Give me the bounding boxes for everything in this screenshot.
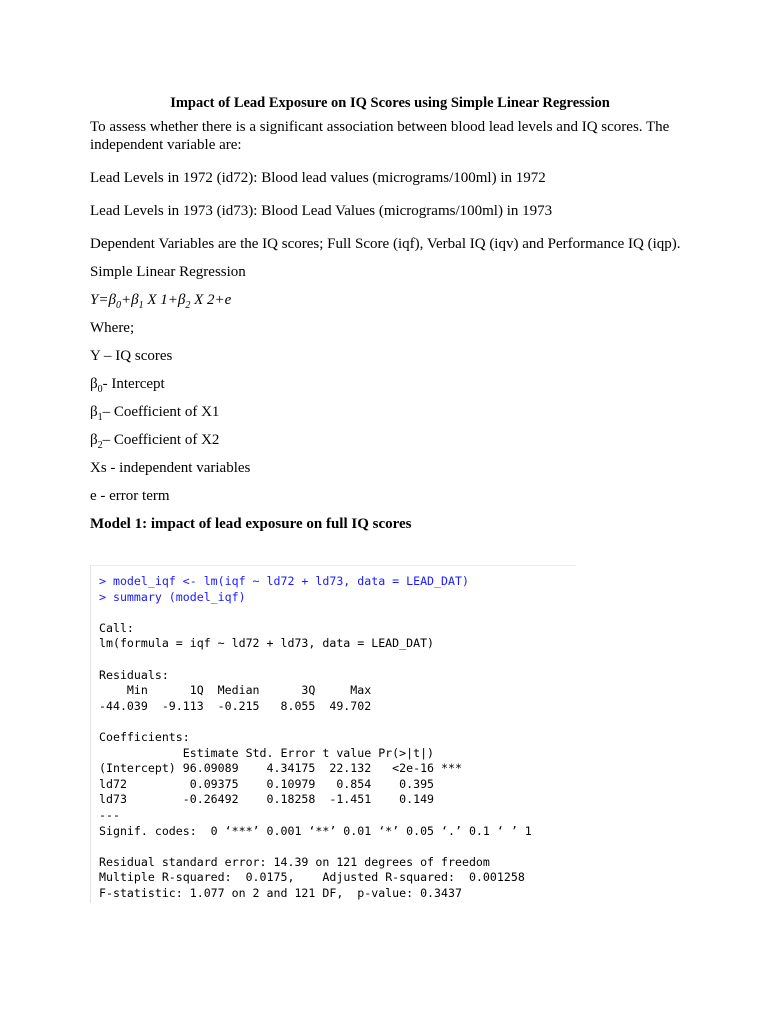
console-spacer (99, 714, 576, 730)
document-body (90, 94, 690, 533)
intro-paragraph: To assess whether there is a significant association between blood lead levels and IQ scores. The independent variable are: (90, 119, 670, 153)
formula-x2: X 2 (194, 292, 215, 308)
beta2-symbol: β (90, 432, 98, 448)
console-command-1: > model_iqf <- lm(iqf ~ ld72 + ld73, data = LEAD_DAT) (99, 574, 469, 588)
variable-2-text: Lead Levels in 1973 (id73): Blood Lead Values (micrograms/100ml) in 1973 (90, 203, 553, 219)
beta1-subscript: 1 (97, 412, 103, 423)
console-residuals-label: Residuals: (99, 667, 169, 682)
variable-1-text: Lead Levels in 1972 (id72): Blood lead values (micrograms/100ml) in 1972 (90, 170, 546, 186)
formula-sub0: 0 (115, 300, 121, 311)
console-call-label: Call: (99, 620, 134, 635)
formula-plus2: + (167, 292, 178, 308)
beta1-text: – Coefficient of X1 (102, 404, 220, 420)
console-coef-header: Estimate Std. Error t value Pr(>|t|) (99, 745, 462, 760)
formula-equals: = (98, 292, 109, 308)
beta2-text: – Coefficient of X2 (102, 432, 220, 448)
def-beta1 (90, 403, 690, 421)
formula-beta1: β (131, 292, 139, 308)
def-y: Y – IQ scores (90, 348, 173, 364)
console-coef-label: Coefficients: (99, 729, 190, 744)
console-signif-codes: Signif. codes: 0 ‘***’ 0.001 ‘**’ 0.01 ‘*’ 0.05 ‘.’ 0.1 ‘ ’ 1 (99, 823, 532, 838)
model-heading: Model 1: impact of lead exposure on full IQ scores (90, 516, 412, 532)
console-coef-row: (Intercept) 96.09089 4.34175 22.132 <2e-16 *** (99, 761, 462, 776)
console-coef-row: ld72 0.09375 0.10979 0.854 0.395 (99, 776, 462, 791)
page-title: Impact of Lead Exposure on IQ Scores using Simple Linear Regression (170, 95, 610, 111)
beta0-subscript: 0 (97, 384, 103, 395)
console-residuals-header: Min 1Q Median 3Q Max (99, 683, 379, 698)
def-beta0 (90, 375, 690, 393)
r-console-output (90, 565, 576, 903)
regression-formula (90, 291, 690, 309)
beta0-symbol: β (90, 376, 98, 392)
console-residuals-values: -44.039 -9.113 -0.215 8.055 49.702 (99, 698, 379, 713)
console-spacer (99, 652, 576, 668)
console-spacer (99, 605, 576, 621)
def-beta2 (90, 431, 690, 449)
formula-x1: X 1 (147, 292, 168, 308)
console-rsquared: Multiple R-squared: 0.0175, Adjusted R-squared: 0.001258 (99, 870, 532, 885)
formula-error: +e (214, 292, 232, 308)
formula-y: Y (90, 292, 99, 308)
dependent-variables-text: Dependent Variables are the IQ scores; Full Score (iqf), Verbal IQ (iqv) and Performance IQ (iqp). (90, 236, 681, 252)
formula-beta0: β (108, 292, 116, 308)
beta0-text: - Intercept (102, 376, 165, 392)
console-call: lm(formula = iqf ~ ld72 + ld73, data = LEAD_DAT) (99, 636, 435, 651)
where-text: Where; (90, 320, 135, 336)
def-xs: Xs - independent variables (90, 460, 251, 476)
beta1-symbol: β (90, 404, 98, 420)
console-rse: Residual standard error: 14.39 on 121 degrees of freedom (99, 854, 490, 869)
formula-plus1: + (120, 292, 132, 308)
formula-beta2: β (177, 292, 186, 308)
console-fstatistic: F-statistic: 1.077 on 2 and 121 DF, p-value: 0.3437 (99, 885, 462, 900)
method-text: Simple Linear Regression (90, 264, 246, 280)
console-command-2: > summary (model_iqf) (99, 589, 246, 604)
console-spacer (99, 839, 576, 855)
console-separator: --- (99, 807, 120, 822)
formula-sub1: 1 (138, 300, 144, 311)
console-coef-row: ld73 -0.26492 0.18258 -1.451 0.149 (99, 792, 462, 807)
def-e: e - error term (90, 488, 170, 504)
beta2-subscript: 2 (97, 440, 103, 451)
formula-sub2: 2 (185, 300, 191, 311)
